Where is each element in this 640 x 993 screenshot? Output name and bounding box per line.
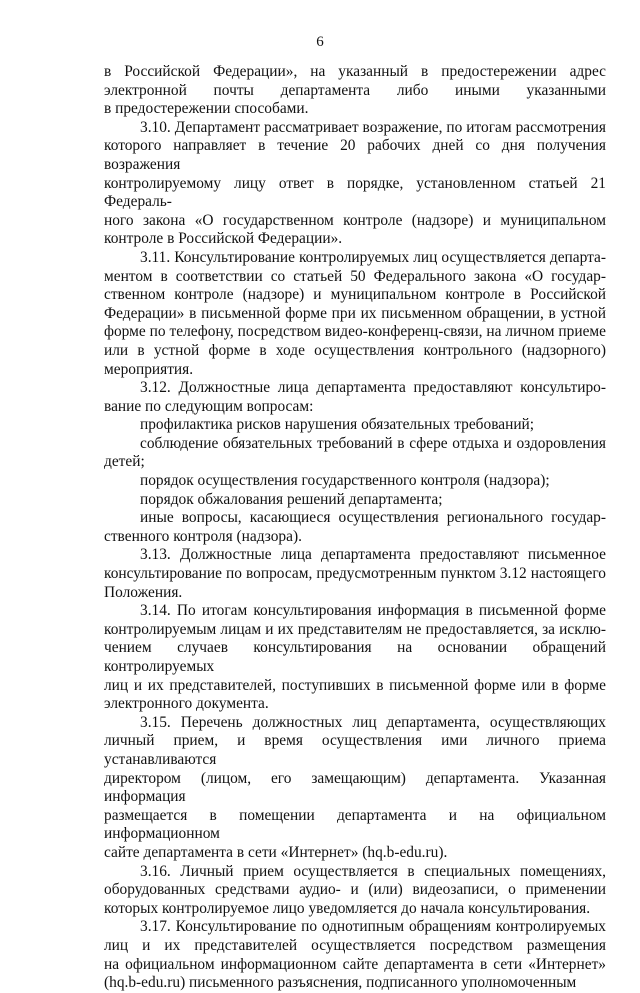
paragraph-p310 [104,119,606,249]
paragraph-p312e [104,509,606,546]
text-line: личный прием, и время осуществления ими личного приема устанавливаются [104,732,606,768]
text-line: ментом в соответствии со статьей 50 Федерального закона «О государ- [104,267,606,285]
paragraph-p315 [104,714,606,863]
text-line: Положения. [104,583,183,601]
text-line: 3.12. Должностные лица департамента предоставляют консультиро- [140,379,606,397]
paragraph-p313 [104,546,606,602]
text-line: порядок обжалования решений департамента; [140,490,443,508]
text-line: контролируемому лицу ответ в порядке, установленном статьей 21 Федераль- [104,174,606,211]
text-line: ственного контроля (надзора). [104,527,302,545]
text-line: 3.10. Департамент рассматривает возражение, по итогам рассмотрения [140,118,606,136]
text-line: чением случаев консультирования на основании обращений контролируемых [104,639,606,675]
paragraph-p317 [104,918,606,992]
text-line: вание по следующим вопросам: [104,397,314,415]
paragraph-p314 [104,602,606,714]
text-line: лиц и их представителей осуществляется посредством размещения [104,936,606,954]
text-line: в Российской Федерации», на указанный в предостережении адрес [104,63,606,80]
text-line: 3.11. Консультирование контролируемых лиц осуществляется департа- [140,248,606,266]
text-line: детей; [104,453,145,471]
text-line: (hq.b-edu.ru) письменного разъяснения, подписанного уполномоченным [104,974,577,992]
text-line: сайте департамента в сети «Интернет» (hq.b-edu.ru). [104,843,448,861]
text-line: на официальном информационном сайте департамента в сети «Интернет» [104,955,606,973]
text-line: мероприятия. [104,360,194,378]
document-body [104,63,606,993]
text-line: соблюдение обязательных требований в сфере отдыха и оздоровления [140,434,606,452]
paragraph-p312a [104,416,606,435]
text-line: 3.16. Личный прием осуществляется в специальных помещениях, [140,862,606,880]
paragraph-p312 [104,379,606,416]
text-line: 3.15. Перечень должностных лиц департамента, осуществляющих [140,713,606,731]
text-line: 3.13. Должностные лица департамента предоставляют письменное [140,546,606,564]
paragraph-p311 [104,249,606,379]
text-line: размещается в помещении департамента и на официальном информационном [104,806,606,843]
text-line: контролируемым лицам и их представителям не предоставляется, за исклю- [104,620,606,638]
text-line: 3.17. Консультирование по однотипным обращениям контролируемых [140,918,606,936]
text-line: директором (лицом, его замещающим) департамента. Указанная информация [104,769,606,806]
text-line: ственном контроле (надзоре) и муниципальном контроле в Российской [104,286,606,304]
paragraph-p312b [104,435,606,472]
paragraph-p312c [104,472,606,491]
text-line: форме по телефону, посредством видео-конференц-связи, на личном приеме [104,323,606,341]
paragraph-p316 [104,863,606,919]
text-line: иные вопросы, касающиеся осуществления регионального государ- [140,509,606,527]
page-number: 6 [316,34,324,50]
text-line: порядок осуществления государственного контроля (надзора); [140,472,550,490]
text-line: которых контролируемое лицо уведомляется до начала консультирования. [104,899,591,917]
text-line: ного закона «О государственном контроле (надзоре) и муниципальном [104,211,606,229]
text-line: консультирование по вопросам, предусмотренным пунктом 3.12 настоящего [104,565,606,583]
text-line: лиц и их представителей, поступивших в письменной форме или в форме [104,676,606,694]
text-line: 3.14. По итогам консультирования информация в письменной форме [140,602,606,620]
paragraph-p0 [104,63,606,119]
text-line: профилактика рисков нарушения обязательных требований; [140,416,535,434]
text-line: которого направляет в течение 20 рабочих дней со дня получения возражения [104,137,606,173]
text-line: электронного документа. [104,695,269,713]
paragraph-p312d [104,491,606,510]
text-line: электронной почты департамента либо иными указанными [104,81,606,99]
text-line: Федерации» в письменной форме при их письменном обращении, в устной [104,304,606,322]
text-line: или в устной форме в ходе осуществления контрольного (надзорного) [104,341,606,359]
text-line: оборудованных средствами аудио- и (или) видеозаписи, о применении [104,881,606,899]
text-line: в предостережении способами. [104,100,309,118]
text-line: контроле в Российской Федерации». [104,230,343,248]
